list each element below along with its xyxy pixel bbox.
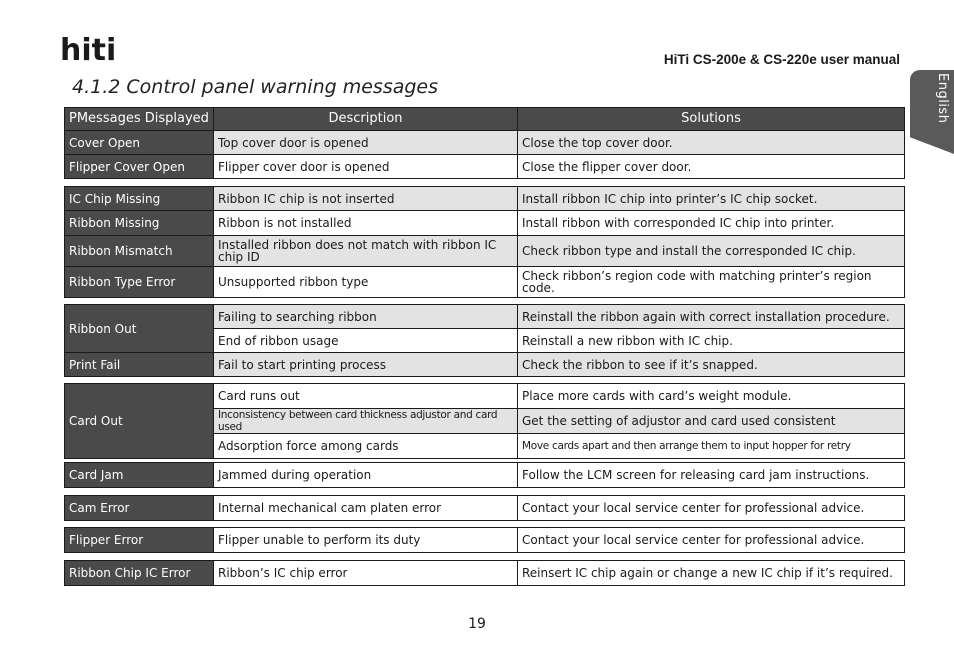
column-header-description: Description (214, 108, 518, 131)
table-row (65, 463, 905, 488)
warning-table-group-1 (64, 107, 905, 179)
solution-cell: Place more cards with card’s weight module. (518, 384, 905, 409)
description-cell: Internal mechanical cam platen error (214, 496, 518, 521)
solution-cell: Check ribbon type and install the corresponded IC chip. (518, 236, 905, 267)
description-cell: Ribbon’s IC chip error (214, 561, 518, 586)
description-cell: Top cover door is opened (214, 131, 518, 155)
description-cell: Ribbon IC chip is not inserted (214, 187, 518, 211)
message-cell: Cover Open (65, 131, 214, 155)
table-row (65, 211, 905, 236)
solution-cell: Contact your local service center for professional advice. (518, 496, 905, 521)
solution-cell: Install ribbon with corresponded IC chip into printer. (518, 211, 905, 236)
warning-table-group-2 (64, 186, 905, 298)
table-row (65, 353, 905, 377)
description-cell: Failing to searching ribbon (214, 305, 518, 329)
solution-cell: Install ribbon IC chip into printer’s IC chip socket. (518, 187, 905, 211)
logo-text: hiti (60, 33, 117, 68)
warning-table-group-8 (64, 560, 905, 586)
solution-cell: Check ribbon’s region code with matching printer’s region code. (518, 267, 905, 298)
message-cell: Ribbon Mismatch (65, 236, 214, 267)
table-row (65, 561, 905, 586)
table-row (65, 305, 905, 329)
description-cell: Unsupported ribbon type (214, 267, 518, 298)
solution-cell: Move cards apart and then arrange them to input hopper for retry (518, 434, 905, 459)
description-cell: End of ribbon usage (214, 329, 518, 353)
message-cell: Card Out (65, 384, 214, 459)
description-cell: Card runs out (214, 384, 518, 409)
message-cell: Ribbon Type Error (65, 267, 214, 298)
manual-title: HiTi CS-200e & CS-220e user manual (663, 52, 900, 67)
table-row (65, 528, 905, 553)
solution-cell: Get the setting of adjustor and card used consistent (518, 409, 905, 434)
message-cell: Ribbon Out (65, 305, 214, 353)
warning-table-group-7 (64, 527, 905, 553)
message-cell: Ribbon Chip IC Error (65, 561, 214, 586)
table-row (65, 384, 905, 409)
solution-cell: Close the top cover door. (518, 131, 905, 155)
warning-table-group-4 (64, 383, 905, 459)
table-row (65, 236, 905, 267)
warning-table-group-5 (64, 462, 905, 488)
message-cell: Flipper Cover Open (65, 155, 214, 179)
section-title: 4.1.2 Control panel warning messages (72, 76, 439, 98)
description-cell: Flipper cover door is opened (214, 155, 518, 179)
language-tab-label: English (935, 73, 950, 124)
hiti-logo (60, 33, 117, 68)
column-header-solutions: Solutions (518, 108, 905, 131)
message-cell: Ribbon Missing (65, 211, 214, 236)
message-cell: Print Fail (65, 353, 214, 377)
message-cell: Flipper Error (65, 528, 214, 553)
warning-table-group-3 (64, 304, 905, 377)
solution-cell: Contact your local service center for professional advice. (518, 528, 905, 553)
solution-cell: Close the flipper cover door. (518, 155, 905, 179)
description-cell: Ribbon is not installed (214, 211, 518, 236)
table-row (65, 131, 905, 155)
solution-cell: Reinsert IC chip again or change a new IC chip if it’s required. (518, 561, 905, 586)
table-header-row (65, 108, 905, 131)
column-header-messages: PMessages Displayed (65, 108, 214, 131)
solution-cell: Reinstall a new ribbon with IC chip. (518, 329, 905, 353)
message-cell: Cam Error (65, 496, 214, 521)
description-cell: Jammed during operation (214, 463, 518, 488)
solution-cell: Check the ribbon to see if it’s snapped. (518, 353, 905, 377)
solution-cell: Reinstall the ribbon again with correct installation procedure. (518, 305, 905, 329)
description-cell: Fail to start printing process (214, 353, 518, 377)
message-cell: IC Chip Missing (65, 187, 214, 211)
description-cell: Installed ribbon does not match with ribbon IC chip ID (214, 236, 518, 267)
description-cell: Adsorption force among cards (214, 434, 518, 459)
message-cell: Card Jam (65, 463, 214, 488)
warning-table-group-6 (64, 495, 905, 521)
page-number: 19 (468, 616, 486, 632)
table-row (65, 155, 905, 179)
table-row (65, 187, 905, 211)
description-cell: Flipper unable to perform its duty (214, 528, 518, 553)
table-row (65, 496, 905, 521)
table-row (65, 267, 905, 298)
description-cell: Inconsistency between card thickness adjustor and card used (214, 409, 518, 434)
solution-cell: Follow the LCM screen for releasing card jam instructions. (518, 463, 905, 488)
